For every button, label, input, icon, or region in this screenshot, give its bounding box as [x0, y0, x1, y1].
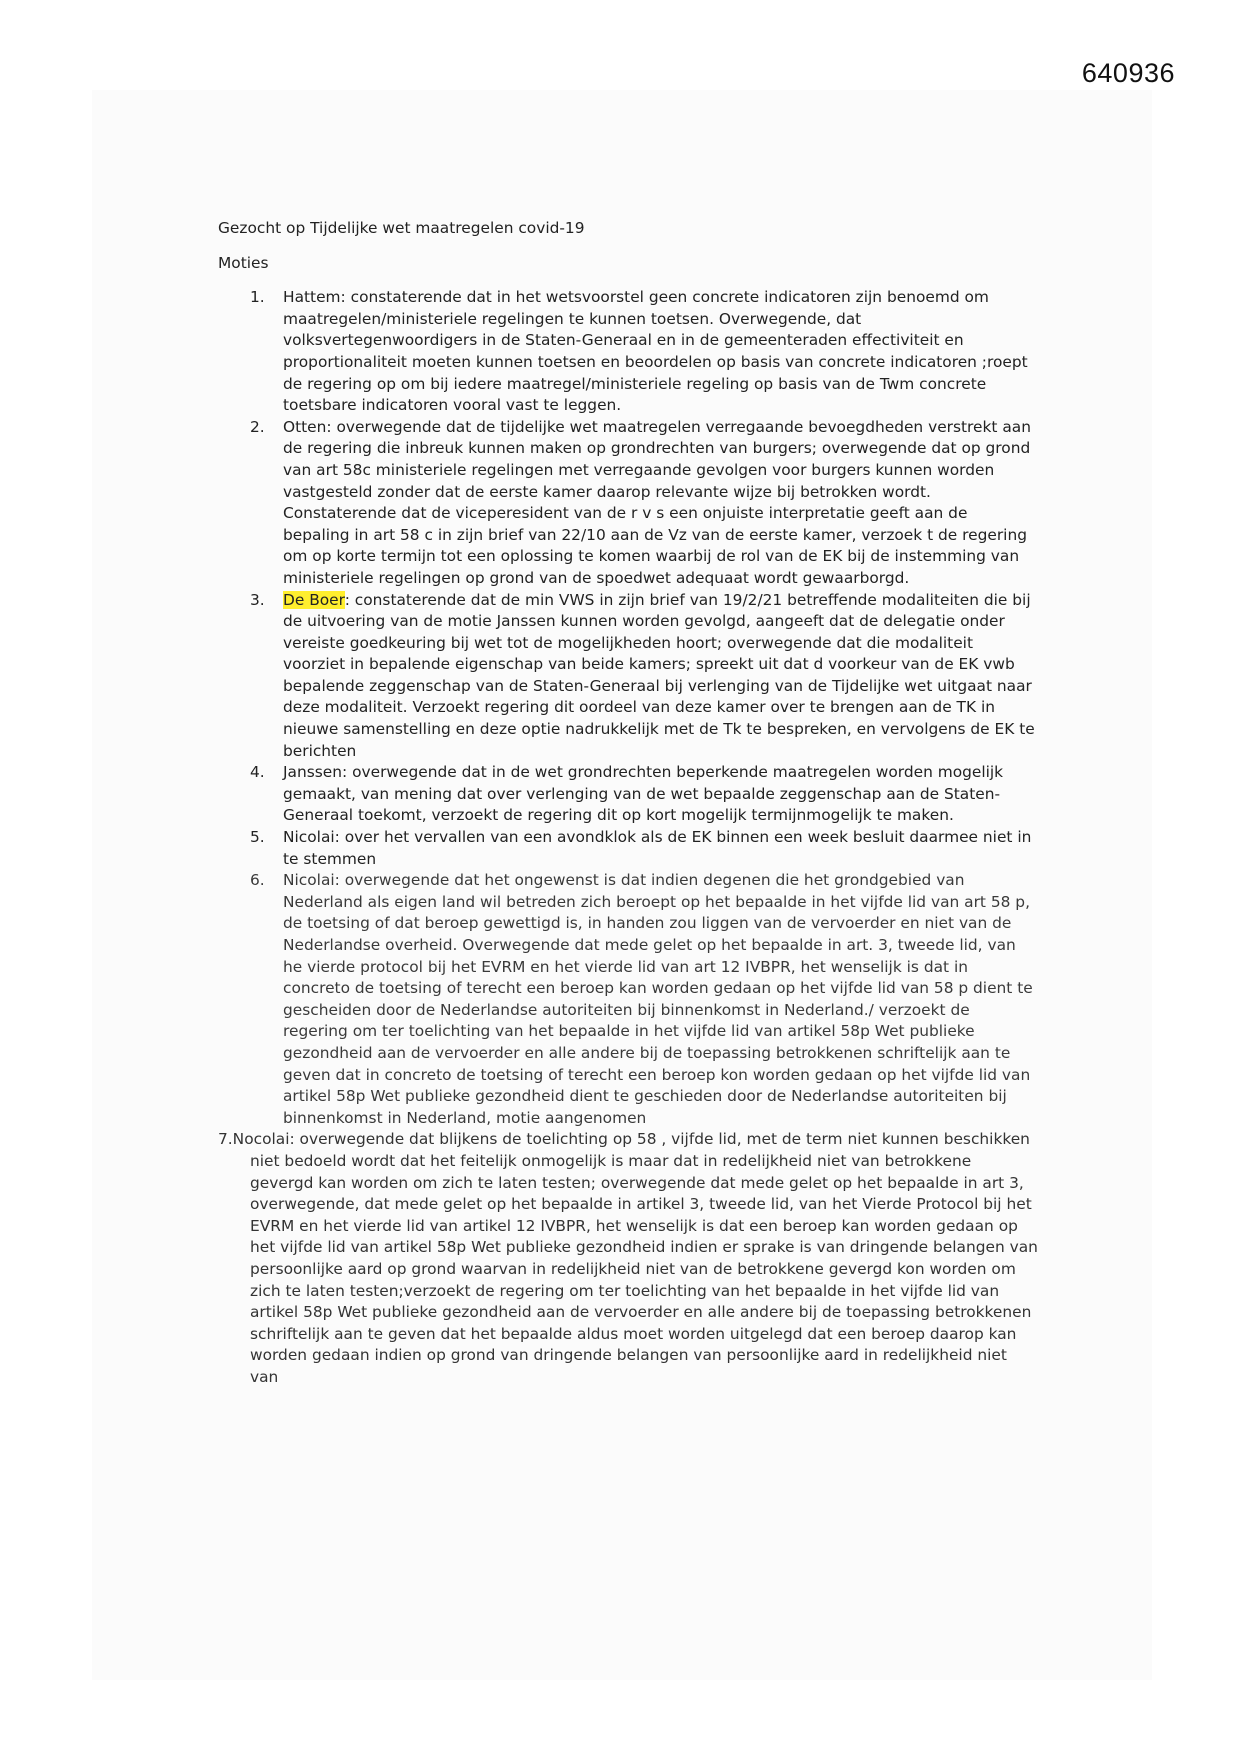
- motion-speaker: Nicolai: [283, 828, 335, 847]
- list-item-motion-6: [218, 870, 1038, 1129]
- motion-7-paragraph: [218, 1129, 1038, 1388]
- motion-text: : constaterende dat in het wetsvoorstel geen concrete indicatoren zijn benoemd om maatregelen/ministeriele regelingen te kunnen toetsen. Overwegende, dat volksvertegenwoordigers in de Staten-Generaal en in de gemeenteraden effectiviteit en proportionaliteit moeten kunnen toetsen en beoordelen op basis van concrete indicatoren ;roept de regering op om bij iedere maatregel/ministeriele regeling op basis van de Twm concrete toetsbare indicatoren vooral vast te leggen.: [283, 288, 1028, 415]
- motion-7-text: : overwegende dat blijkens de toelichting op 58 , vijfde lid, met de term niet kunnen beschikken niet bedoeld wordt dat het feitelijk onmogelijk is maar dat in redelijkheid niet van betrokkene gevergd kan worden om zich te laten testen; overwegende dat mede gelet op het bepaalde in art 3, overwegende, dat mede gelet op het bepaalde in artikel 3, tweede lid, van het Vierde Protocol bij het EVRM en het vierde lid van artikel 12 IVBPR, het wenselijk is dat een beroep kan worden gedaan op het vijfde lid van artikel 58p Wet publieke gezondheid indien er sprake is van dringende belangen van persoonlijke aard op grond waarvan in redelijkheid niet van de betrokkene gevergd kon worden om zich te laten testen;verzoekt de regering om ter toelichting van het bepaalde in het vijfde lid van artikel 58p Wet publieke gezondheid aan de vervoerder en alle andere bij de toepassing betrokkenen schriftelijk aan te geven dat het bepaalde aldus moet worden uitgelegd dat een beroep daarop kan worden gedaan indien op grond van dringende belangen van persoonlijke aard in redelijkheid niet van: [250, 1130, 1038, 1386]
- list-item-motion-2: [218, 417, 1038, 590]
- document-number: 640936: [1081, 58, 1175, 88]
- document-body: [218, 218, 1038, 1388]
- motion-number: 5.: [250, 828, 265, 847]
- list-item-motion-5: [218, 827, 1038, 870]
- motion-speaker: Nicolai: [283, 871, 335, 890]
- motion-speaker: Janssen: [283, 763, 342, 782]
- motion-number: 6.: [250, 871, 265, 890]
- highlighted-speaker: De Boer: [283, 590, 345, 609]
- list-item-motion-1: [218, 287, 1038, 417]
- motion-text: : overwegende dat het ongewenst is dat indien degenen die het grondgebied van Nederland als eigen land wil betreden zich beroept op het bepaalde in het vijfde lid van art 58 p, de toetsing of dat beroep gewettigd is, in handen zou liggen van de vervoerder en niet van de Nederlandse overheid. Overwegende dat mede gelet op het bepaalde in art. 3, tweede lid, van he vierde protocol bij het EVRM en het vierde lid van art 12 IVBPR, het wenselijk is dat in concreto de toetsing of terecht een beroep kan worden gedaan op het vijfde lid van 58 p dient te gescheiden door de Nederlandse autoriteiten bij binnenkomst in Nederland./ verzoekt de regering om ter toelichting van het bepaalde in het vijfde lid van artikel 58p Wet publieke gezondheid aan de vervoerder en alle andere bij de toepassing betrokkenen schriftelijk aan te geven dat in concreto de toetsing of terecht een beroep kon worden gedaan op het vijfde lid van artikel 58p Wet publieke gezondheid dient te geschieden door de Nederlandse autoriteiten bij binnenkomst in Nederland, motie aangenomen: [283, 871, 1033, 1127]
- motion-text: : constaterende dat de min VWS in zijn brief van 19/2/21 betreffende modaliteiten die bij de uitvoering van de motie Janssen kunnen worden gevolgd, aangeeft dat de delegatie onder vereiste goedkeuring bij wet tot de mogelijkheden hoort; overwegende dat die modaliteit voorziet in bepalende eigenschap van beide kamers; spreekt uit dat d voorkeur van de EK vwb bepalende zeggenschap van de Staten-Generaal bij verlenging van de Tijdelijke wet uitgaat naar deze modaliteit. Verzoekt regering dit oordeel van deze kamer over te brengen aan de TK in nieuwe samenstelling en deze optie nadrukkelijk met de Tk te bespreken, en vervolgens de EK te berichten: [283, 590, 1035, 760]
- list-item-motion-4: [218, 762, 1038, 827]
- section-heading: Moties: [218, 253, 269, 272]
- motion-number: 1.: [250, 288, 265, 307]
- motion-number: 2.: [250, 417, 265, 436]
- motion-7-label: 7.Nocolai: [218, 1130, 290, 1149]
- motion-number: 4.: [250, 763, 265, 782]
- list-item-motion-3: [218, 590, 1038, 763]
- motion-speaker: Hattem: [283, 288, 341, 307]
- motion-text: : over het vervallen van een avondklok als de EK binnen een week besluit daarmee niet in te stemmen: [283, 828, 1032, 868]
- motion-speaker: Otten: [283, 417, 327, 436]
- motion-number: 3.: [250, 590, 265, 609]
- motion-text: : overwegende dat de tijdelijke wet maatregelen verregaande bevoegdheden verstrekt aan de regering die inbreuk kunnen maken op grondrechten van burgers; overwegende dat op grond van art 58c ministeriele regelingen met verregaande gevolgen voor burgers kunnen worden vastgesteld zonder dat de eerste kamer daarop relevante wijze bij betrokken wordt. Constaterende dat de viceperesident van de r v s een onjuiste interpretatie geeft aan de bepaling in art 58 c in zijn brief van 22/10 aan de Vz van de eerste kamer, verzoek t de regering om op korte termijn tot een oplossing te komen waarbij de rol van de EK bij de instemming van ministeriele regelingen op grond van de spoedwet adequaat wordt gewaarborgd.: [283, 417, 1031, 587]
- motion-text: : overwegende dat in de wet grondrechten beperkende maatregelen worden mogelijk gemaakt, van mening dat over verlenging van de wet bepaalde zeggenschap aan de Staten-Generaal toekomt, verzoekt de regering dit op kort mogelijk termijnmogelijk te maken.: [283, 763, 1004, 825]
- motions-list: [218, 287, 1038, 1129]
- page-title: Gezocht op Tijdelijke wet maatregelen covid-19: [218, 219, 585, 237]
